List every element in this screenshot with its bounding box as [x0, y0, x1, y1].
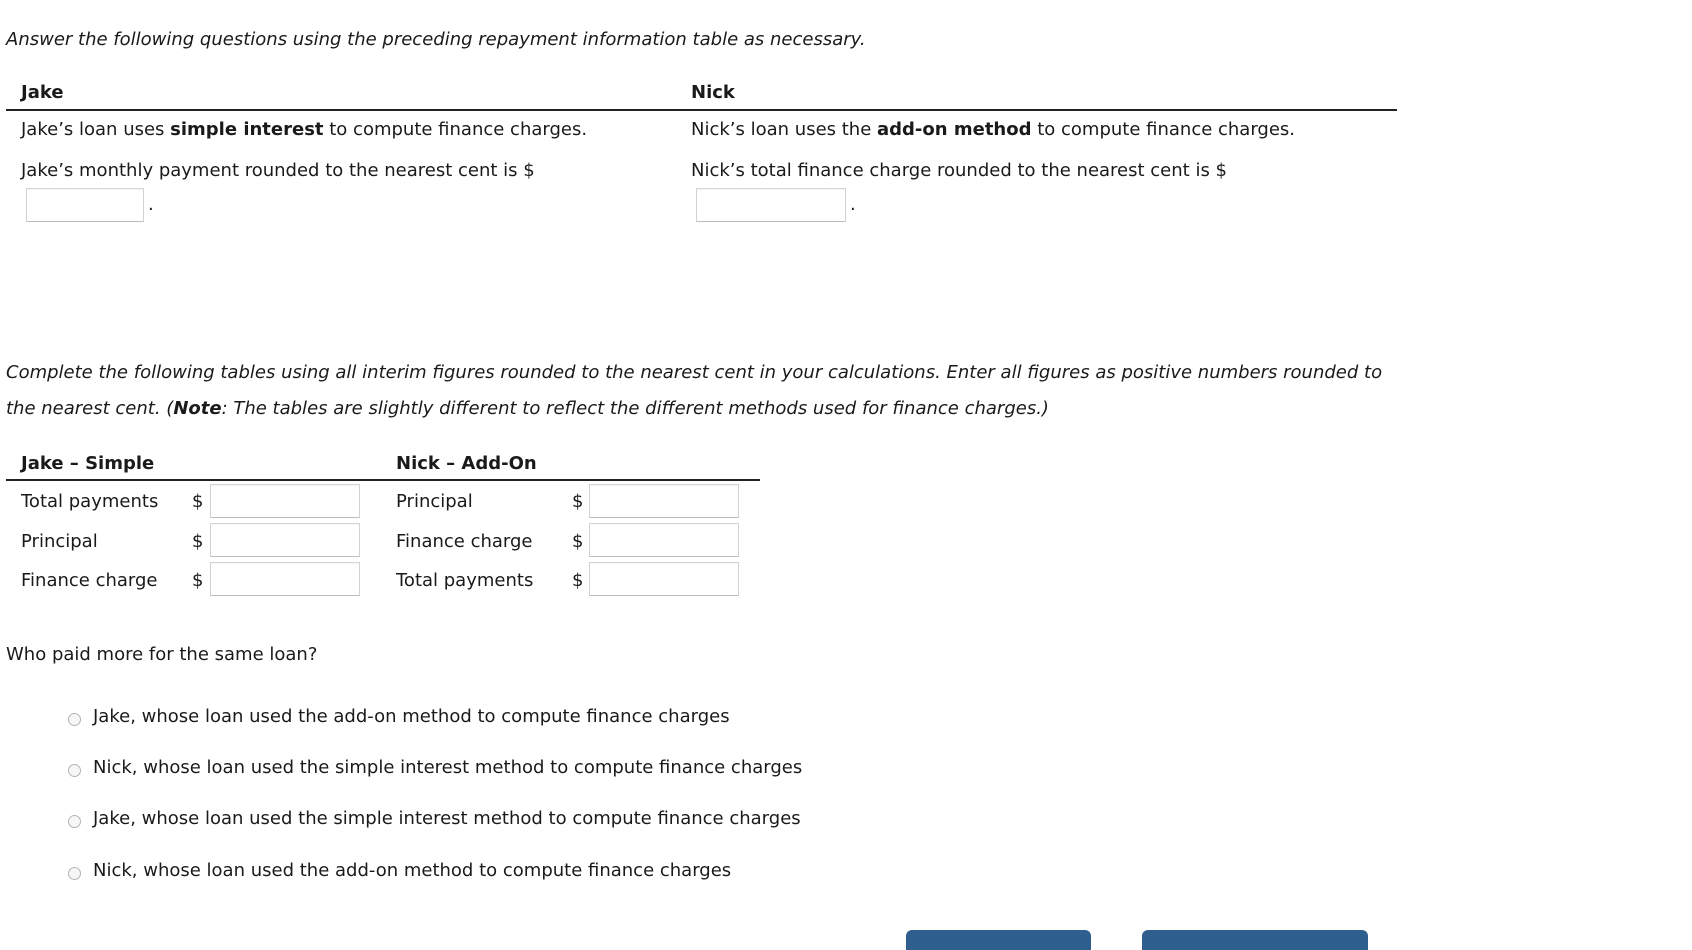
nick-row-label: Total payments	[396, 570, 534, 591]
period: .	[148, 194, 154, 215]
nick-row-label: Principal	[396, 491, 473, 512]
intro-text: Answer the following questions using the preceding repayment information table as necessary.	[6, 29, 866, 50]
jake-finance-charge-input[interactable]	[210, 562, 360, 596]
nick-finance-charge-input[interactable]	[696, 188, 846, 222]
bottom-table-rule	[6, 479, 760, 481]
radio-option-4[interactable]	[68, 867, 81, 880]
period: .	[850, 194, 856, 215]
jake-row-label: Finance charge	[21, 570, 158, 591]
previous-button[interactable]	[906, 930, 1091, 950]
jake-header: Jake	[21, 82, 64, 103]
currency-symbol: $	[192, 531, 204, 552]
radio-option-2[interactable]	[68, 764, 81, 777]
top-table-rule	[6, 109, 1397, 111]
jake-total-payments-input[interactable]	[210, 484, 360, 518]
option-label[interactable]: Jake, whose loan used the add-on method to compute finance charges	[93, 706, 730, 727]
nick-finance-charge-table-input[interactable]	[589, 523, 739, 557]
option-label[interactable]: Nick, whose loan used the add-on method to compute finance charges	[93, 860, 732, 881]
option-label[interactable]: Nick, whose loan used the simple interest method to compute finance charges	[93, 757, 803, 778]
next-button[interactable]	[1142, 930, 1368, 950]
question-text: Who paid more for the same loan?	[6, 644, 318, 665]
jake-principal-input[interactable]	[210, 523, 360, 557]
currency-symbol: $	[572, 570, 584, 591]
nick-principal-input[interactable]	[589, 484, 739, 518]
nick-header: Nick	[691, 82, 735, 103]
nick-total-payments-input[interactable]	[589, 562, 739, 596]
nick-addon-header: Nick – Add-On	[396, 453, 537, 474]
jake-row-label: Principal	[21, 531, 98, 552]
nick-question: Nick’s total finance charge rounded to the nearest cent is $	[691, 160, 1228, 181]
jake-question: Jake’s monthly payment rounded to the nearest cent is $	[21, 160, 535, 181]
jake-monthly-payment-input[interactable]	[26, 188, 144, 222]
currency-symbol: $	[192, 491, 204, 512]
option-label[interactable]: Jake, whose loan used the simple interest method to compute finance charges	[93, 808, 801, 829]
currency-symbol: $	[192, 570, 204, 591]
nick-row-label: Finance charge	[396, 531, 533, 552]
jake-method-text: Jake’s loan uses simple interest to compute finance charges.	[21, 119, 588, 140]
radio-option-1[interactable]	[68, 713, 81, 726]
currency-symbol: $	[572, 491, 584, 512]
radio-option-3[interactable]	[68, 815, 81, 828]
table-instructions: Complete the following tables using all interim figures rounded to the nearest cent in your calculations. Enter all figures as positive numbers rounded to the nearest cent. (Note: The tables are slightly different to reflect the different methods used for finance charges.)	[6, 362, 1383, 419]
currency-symbol: $	[572, 531, 584, 552]
nick-method-text: Nick’s loan uses the add-on method to compute finance charges.	[691, 119, 1296, 140]
jake-row-label: Total payments	[21, 491, 159, 512]
jake-simple-header: Jake – Simple	[21, 453, 155, 474]
